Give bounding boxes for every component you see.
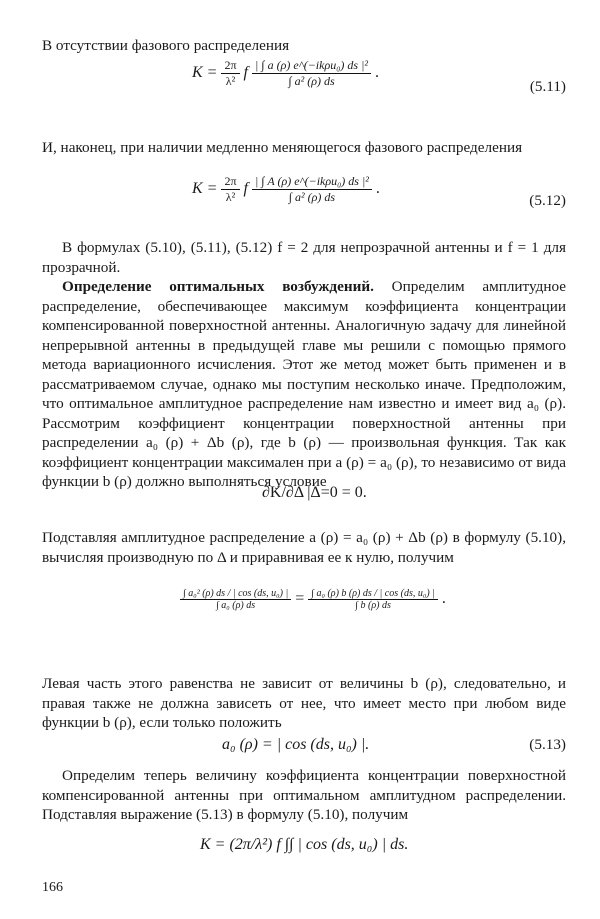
eq511-number: (5.11) — [529, 78, 566, 95]
eq512-fraction — [252, 174, 372, 205]
section-heading: Определение оптимальных возбуждений. — [62, 278, 374, 295]
eq512-number: (5.12) — [529, 192, 566, 209]
paragraph-6: Левая часть этого равенства не зависит от величины b (ρ), следовательно, и правая также не должна зависеть от нее, что имеет место при любом виде функции b (ρ), если только положить — [42, 675, 566, 731]
eq511-lhs: K = — [192, 64, 218, 82]
equation-5-13: a₀ (ρ) = | cos (ds, u₀) |. — [222, 736, 370, 753]
paragraph-4: Определение оптимальных возбуждений. Определим амплитудное распределение, обеспечивающее максимум коэффициента концентрации компенсированной поверхностной антенны. Аналогичную задачу для линейной непрерывной антенны в предыдущей главе мы решили с помощью прямого метода вариационного исчисления. Этот же метод может быть применен и в рассматриваемом случае, однако мы поступим несколько иначе. Предположим, что оптимальное амплитудное распределение нам известно и имеет вид a₀ (ρ). Рассмотрим коэффициент концентрации поверхностной антенны при распределении a₀ (ρ) + Δb (ρ), где b (ρ) — произвольная функция. Так как коэффициент концентрации максимален при a (ρ) = a₀ (ρ), то независимо от вида функции b (ρ) должно выполняться условие — [42, 278, 566, 490]
eq513-number: (5.13) — [529, 736, 566, 753]
page-number: 166 — [42, 880, 63, 895]
paragraph-2: И, наконец, при наличии медленно меняющегося фазового распределения — [42, 139, 523, 156]
paragraph-3: В формулах (5.10), (5.11), (5.12) f = 2 для непрозрачной антенны и f = 1 для прозрачной. — [42, 239, 566, 276]
eq511-fraction — [252, 58, 371, 89]
equation-final: K = (2π/λ²) f ∫∫ | cos (ds, u₀) | ds. — [200, 836, 409, 853]
eq511-numerator: | ∫ a (ρ) e^(−ikρu₀) ds |² — [254, 58, 368, 72]
eq511-coef: $\frac{2\pi}{\text{λ²}}$ — [221, 58, 239, 89]
equation-5-11: K = $\frac{2\pi}{\text{λ²}}$ f $\frac{\text{| ∫ a (ρ) e\textasciicircum{}(−ikρu₀) ds |²}}{\text{∫ a² (ρ) ds}}$ . — [192, 58, 379, 88]
eq512-denominator: ∫ a² (ρ) ds — [252, 189, 372, 205]
eq511-denominator: ∫ a² (ρ) ds — [252, 73, 371, 89]
equation-condition: ∂K/∂Δ |Δ=0 = 0. — [262, 484, 367, 501]
ratio-left: $\frac{\text{∫ a₀² (ρ) ds / | cos (ds, u₀) |}}{\text{∫ a₀ (ρ) ds}}$ — [180, 588, 291, 611]
equation-5-12: K = $\frac{2\pi}{\text{λ²}}$ f $\frac{\text{| ∫ A (ρ) e\textasciicircum{}(−ikρu₀) ds |²}}{\text{∫ a² (ρ) ds}}$ . — [192, 174, 380, 204]
paragraph-1: В отсутствии фазового распределения — [42, 37, 290, 54]
equation-ratio: $\frac{\text{∫ a₀² (ρ) ds / | cos (ds, u₀) |}}{\text{∫ a₀ (ρ) ds}}$ = $\frac{\text{∫ a₀ (ρ) b (ρ) ds / | cos (ds, u₀) |}}{\int b (\rho) ds}$ . — [180, 588, 446, 611]
ratio-right: $\frac{\text{∫ a₀ (ρ) b (ρ) ds / | cos (ds, u₀) |}}{\int b (\rho) ds}$ — [308, 588, 438, 611]
eq512-numerator: | ∫ A (ρ) e^(−ikρu₀) ds |² — [254, 174, 369, 188]
paragraph-5: Подставляя амплитудное распределение a (ρ) = a₀ (ρ) + Δb (ρ) в формулу (5.10), вычисляя производную по Δ и приравнивая ее к нулю, получим — [42, 529, 566, 566]
paragraph-7: Определим теперь величину коэффициента концентрации поверхностной компенсированной антенны при оптимальном амплитудном распределении. Подставляя выражение (5.13) в формулу (5.10), получим — [42, 767, 566, 823]
